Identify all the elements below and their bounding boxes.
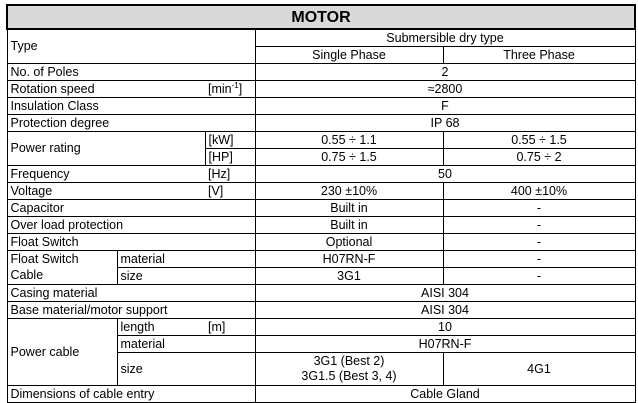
rotation-value: ≈2800	[255, 81, 635, 98]
voltage-single: 230 ±10%	[255, 183, 443, 200]
power-hp-single: 0.75 ÷ 1.5	[255, 149, 443, 166]
voltage-row	[7, 183, 635, 200]
power-cable-size-single	[255, 353, 443, 386]
power-hp-three: 0.75 ÷ 2	[443, 149, 635, 166]
base-label: Base material/motor support	[7, 302, 255, 319]
power-kw-three: 0.55 ÷ 1.5	[443, 132, 635, 149]
power-label: Power rating	[7, 132, 205, 166]
insulation-value: F	[255, 98, 635, 115]
casing-value: AISI 304	[255, 285, 635, 302]
rotation-row	[7, 81, 635, 98]
insulation-label: Insulation Class	[7, 98, 255, 115]
voltage-three: 400 ±10%	[443, 183, 635, 200]
capacitor-three: -	[443, 200, 635, 217]
voltage-label: Voltage	[7, 183, 205, 200]
float-cable-material-label: material	[117, 251, 255, 268]
casing-row	[7, 285, 635, 302]
poles-label: No. of Poles	[7, 64, 255, 81]
insulation-row	[7, 98, 635, 115]
power-cable-material-value: H07RN-F	[255, 336, 635, 353]
rotation-label: Rotation speed	[7, 81, 205, 98]
power-cable-material-label: material	[117, 336, 255, 353]
float-cable-material-single: H07RN-F	[255, 251, 443, 268]
overload-label: Over load protection	[7, 217, 255, 234]
protection-value: IP 68	[255, 115, 635, 132]
capacitor-single: Built in	[255, 200, 443, 217]
power-cable-length-label: length	[117, 319, 205, 336]
poles-row	[7, 64, 635, 81]
rotation-unit: $[\min^{-1}]$	[205, 81, 255, 98]
frequency-row	[7, 166, 635, 183]
power-cable-size-single-line1: 3G1 (Best 2)	[313, 354, 385, 368]
float-cable-label-line1: Float Switch	[7, 251, 117, 268]
title-row	[7, 5, 635, 29]
protection-row	[7, 115, 635, 132]
frequency-value: 50	[255, 166, 635, 183]
float-cable-material-three: -	[443, 251, 635, 268]
capacitor-row	[7, 200, 635, 217]
power-cable-length-unit: [m]	[205, 319, 255, 336]
overload-row	[7, 217, 635, 234]
power-unit-kw: [kW]	[205, 132, 255, 149]
type-value: Submersible dry type	[255, 29, 635, 47]
power-kw-single: 0.55 ÷ 1.1	[255, 132, 443, 149]
power-cable-length-value: 10	[255, 319, 635, 336]
protection-label: Protection degree	[7, 115, 255, 132]
frequency-unit: [Hz]	[205, 166, 255, 183]
power-cable-size-label: size	[117, 353, 255, 386]
power-cable-size-single-line2: 3G1.5 (Best 3, 4)	[301, 369, 397, 383]
table-title: MOTOR	[7, 5, 635, 29]
power-cable-label: Power cable	[7, 319, 117, 386]
frequency-label: Frequency	[7, 166, 205, 183]
cable-entry-value: Cable Gland	[255, 386, 635, 403]
capacitor-label: Capacitor	[7, 200, 255, 217]
type-row-1	[7, 29, 635, 47]
power-unit-hp: [HP]	[205, 149, 255, 166]
float-cable-size-row	[7, 268, 635, 285]
cable-entry-label: Dimensions of cable entry	[7, 386, 255, 403]
three-phase-header: Three Phase	[443, 47, 635, 64]
single-phase-header: Single Phase	[255, 47, 443, 64]
float-switch-row	[7, 234, 635, 251]
float-cable-size-three: -	[443, 268, 635, 285]
float-switch-label: Float Switch	[7, 234, 255, 251]
float-cable-size-single: 3G1	[255, 268, 443, 285]
float-cable-material-row	[7, 251, 635, 268]
motor-spec-table	[6, 4, 636, 403]
float-cable-size-label: size	[117, 268, 255, 285]
base-value: AISI 304	[255, 302, 635, 319]
float-switch-single: Optional	[255, 234, 443, 251]
float-cable-label-line2: Cable	[7, 268, 117, 285]
poles-value: 2	[255, 64, 635, 81]
base-row	[7, 302, 635, 319]
motor-spec-sheet	[6, 4, 634, 403]
power-cable-size-three: 4G1	[443, 353, 635, 386]
voltage-unit: [V]	[205, 183, 255, 200]
cable-entry-row	[7, 386, 635, 403]
type-label: Type	[7, 29, 255, 64]
power-row-kw	[7, 132, 635, 149]
overload-single: Built in	[255, 217, 443, 234]
casing-label: Casing material	[7, 285, 255, 302]
float-switch-three: -	[443, 234, 635, 251]
power-cable-length-row	[7, 319, 635, 336]
overload-three: -	[443, 217, 635, 234]
